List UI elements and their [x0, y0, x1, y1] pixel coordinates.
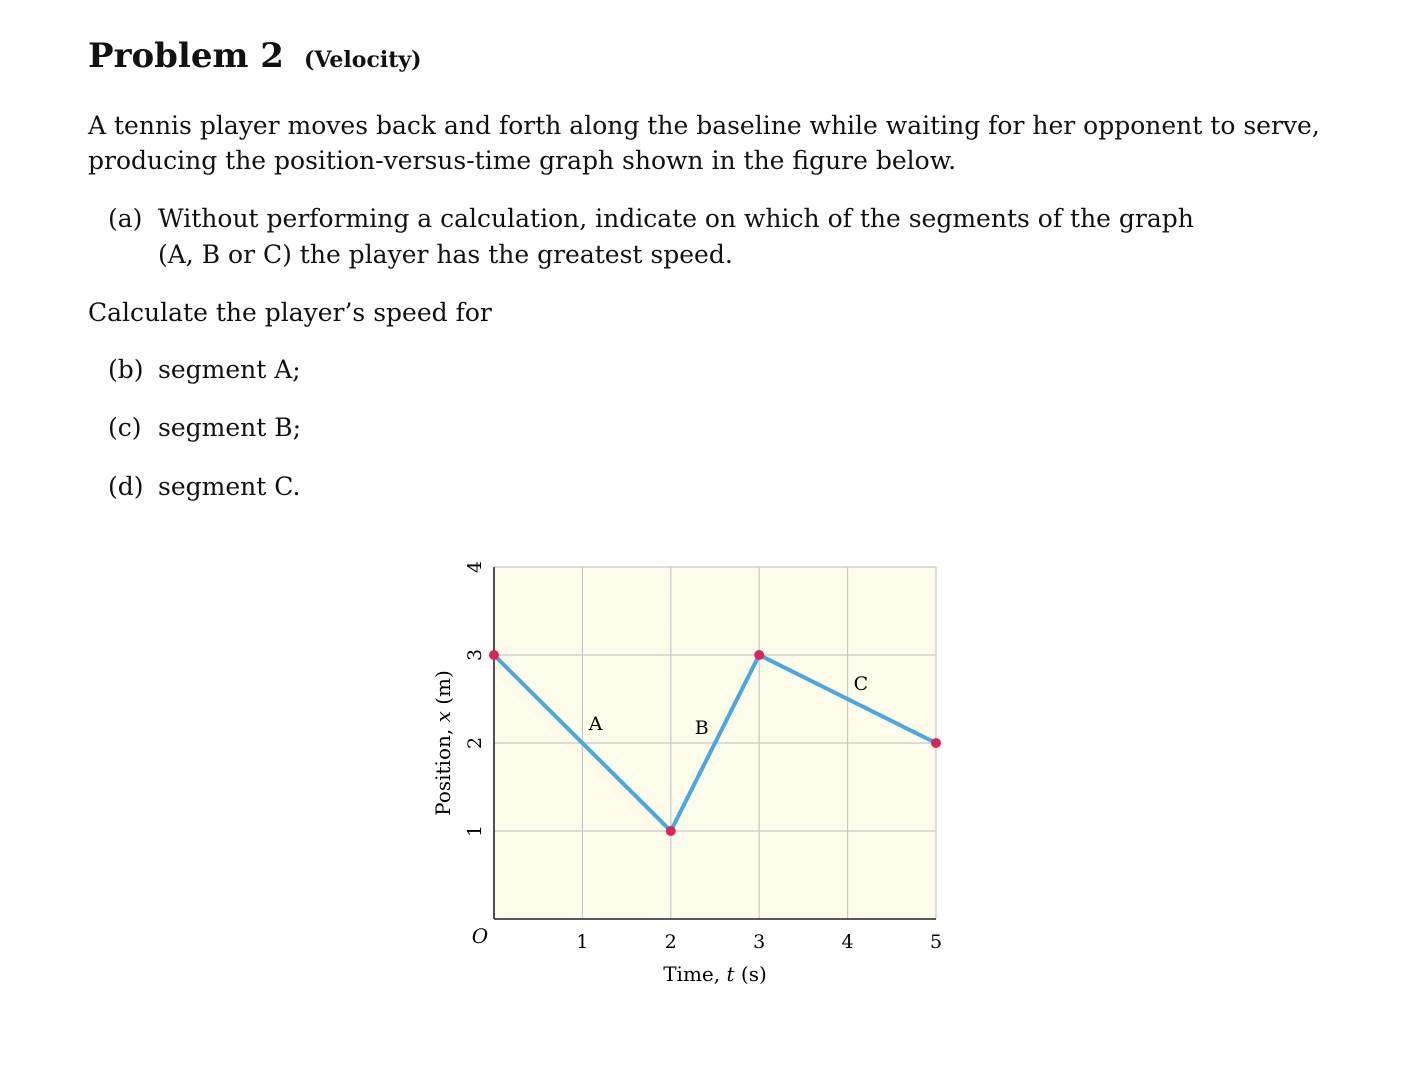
- x-tick-label: 4: [841, 931, 854, 953]
- part-b-label: (b): [108, 355, 144, 384]
- y-axis-title-suffix: (m): [431, 670, 455, 712]
- data-point: [931, 738, 941, 748]
- part-b-text: segment A;: [158, 355, 301, 384]
- problem-subtitle: (Velocity): [303, 47, 422, 73]
- data-point: [754, 650, 764, 660]
- y-tick-label: 3: [464, 648, 486, 662]
- part-c-label: (c): [108, 413, 142, 442]
- segment-label-c: C: [853, 673, 869, 696]
- part-a-label: (a): [108, 204, 143, 233]
- part-a-text: Without performing a calculation, indicate on which of the segments of the graph (A, B or C) the player has the greatest speed.: [158, 204, 1194, 269]
- x-tick-label: 3: [753, 931, 766, 953]
- part-d-label: (d): [108, 472, 144, 501]
- y-tick-label: 2: [464, 736, 486, 750]
- x-axis-title: [663, 962, 767, 986]
- y-axis-title-var: x: [431, 711, 455, 723]
- calc-prompt: Calculate the player’s speed for: [88, 298, 492, 327]
- y-tick-label: 1: [464, 824, 486, 838]
- part-c-text: segment B;: [158, 413, 302, 442]
- part-d-text: segment C.: [158, 472, 301, 501]
- data-point: [666, 826, 676, 836]
- y-axis-title-prefix: Position,: [431, 722, 455, 816]
- data-point: [489, 650, 499, 660]
- x-axis-title-prefix: Time,: [663, 962, 727, 986]
- x-axis-title-suffix: (s): [734, 962, 767, 986]
- problem-title: Problem 2: [88, 36, 284, 76]
- x-tick-label: 1: [576, 931, 589, 953]
- y-axis-title: [431, 670, 455, 816]
- x-axis-title-var: t: [726, 962, 735, 986]
- segment-label-b: B: [694, 717, 709, 740]
- x-tick-label: 2: [664, 931, 677, 953]
- problem-intro: A tennis player moves back and forth along the baseline while waiting for her opponent to serve, producing the position-versus-time graph shown in the figure below.: [88, 111, 1320, 175]
- segment-label-a: A: [588, 712, 603, 735]
- origin-label: O: [471, 924, 489, 948]
- x-tick-label: 5: [929, 931, 943, 953]
- y-tick-label: 4: [464, 560, 486, 574]
